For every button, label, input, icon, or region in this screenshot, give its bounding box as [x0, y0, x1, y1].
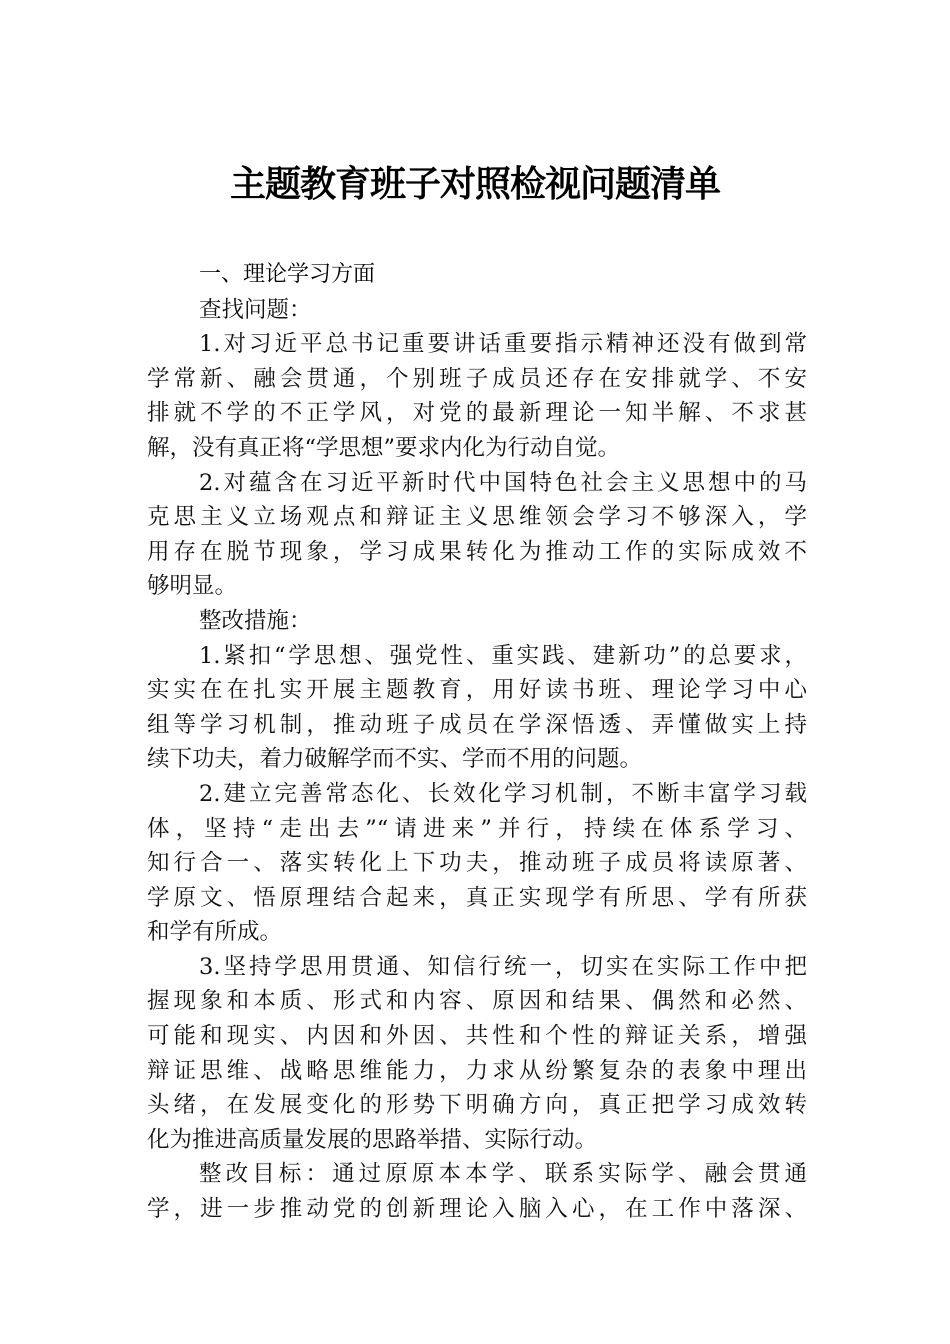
paragraph-line: 辩证思维、战略思维能力，力求从纷繁复杂的表象中理出 [147, 1057, 807, 1084]
problem-item-1 [147, 327, 807, 465]
paragraph-line: 组等学习机制，推动班子成员在学深悟透、弄懂做实上持 [147, 711, 807, 738]
document-body [147, 258, 807, 1227]
paragraph-line: 知行合一、落实转化上下功夫，推动班子成员将读原著、 [147, 850, 807, 877]
paragraph-line: 可能和现实、内因和外因、共性和个性的辩证关系，增强 [147, 1023, 807, 1050]
paragraph-line: 实实在在扎实开展主题教育，用好读书班、理论学习中心 [147, 677, 807, 704]
rectification-goal [147, 1157, 807, 1226]
paragraph-line: 体，坚持“走出去”“请进来”并行，持续在体系学习、 [147, 815, 807, 842]
document-title: 主题教育班子对照检视问题清单 [229, 163, 720, 205]
paragraph-line: 头绪，在发展变化的形势下明确方向，真正把学习成效转 [147, 1092, 807, 1119]
section-heading: 一、理论学习方面 [199, 262, 376, 287]
paragraph-line: 化为推进高质量发展的思路举措、实际行动。 [147, 1126, 598, 1153]
problem-item-2 [147, 466, 807, 604]
paragraph-line: 够明显。 [147, 573, 238, 600]
paragraph-line: 学原文、悟原理结合起来，真正实现学有所思、学有所获 [147, 884, 807, 911]
paragraph-line: 2.对蕴含在习近平新时代中国特色社会主义思想中的马 [199, 469, 807, 496]
paragraph-line: 和学有所成。 [147, 919, 283, 946]
find-problems-label: 查找问题： [199, 296, 312, 323]
paragraph-line: 续下功夫，着力破解学而不实、学而不用的问题。 [147, 746, 643, 773]
paragraph-line: 1.对习近平总书记重要讲话重要指示精神还没有做到常 [199, 331, 807, 358]
paragraph-line: 握现象和本质、形式和内容、原因和结果、偶然和必然、 [147, 988, 807, 1015]
paragraph-line: 学常新、融会贯通，个别班子成员还存在安排就学、不安 [147, 365, 807, 392]
paragraph-line: 排就不学的不正学风，对党的最新理论一知半解、不求甚 [147, 400, 807, 427]
paragraph-line: 解，没有真正将“学思想”要求内化为行动自觉。 [147, 434, 621, 461]
paragraph-line: 2.建立完善常态化、长效化学习机制，不断丰富学习载 [199, 780, 807, 807]
paragraph-line: 1.紧扣“学思想、强党性、重实践、建新功”的总要求， [199, 642, 807, 669]
paragraph-line: 用存在脱节现象，学习成果转化为推动工作的实际成效不 [147, 538, 807, 565]
paragraph-line: 3.坚持学思用贯通、知信行统一，切实在实际工作中把 [199, 953, 807, 980]
paragraph-line: 克思主义立场观点和辩证主义思维领会学习不够深入，学 [147, 504, 807, 531]
measure-item-1 [147, 639, 807, 777]
measure-item-3 [147, 950, 807, 1158]
measure-item-2 [147, 777, 807, 950]
paragraph-line: 整改目标：通过原原本本学、联系实际学、融会贯通 [199, 1161, 807, 1188]
paragraph-line: 学，进一步推动党的创新理论入脑入心，在工作中落深、 [147, 1196, 807, 1223]
rectification-measures-label: 整改措施： [199, 607, 312, 634]
